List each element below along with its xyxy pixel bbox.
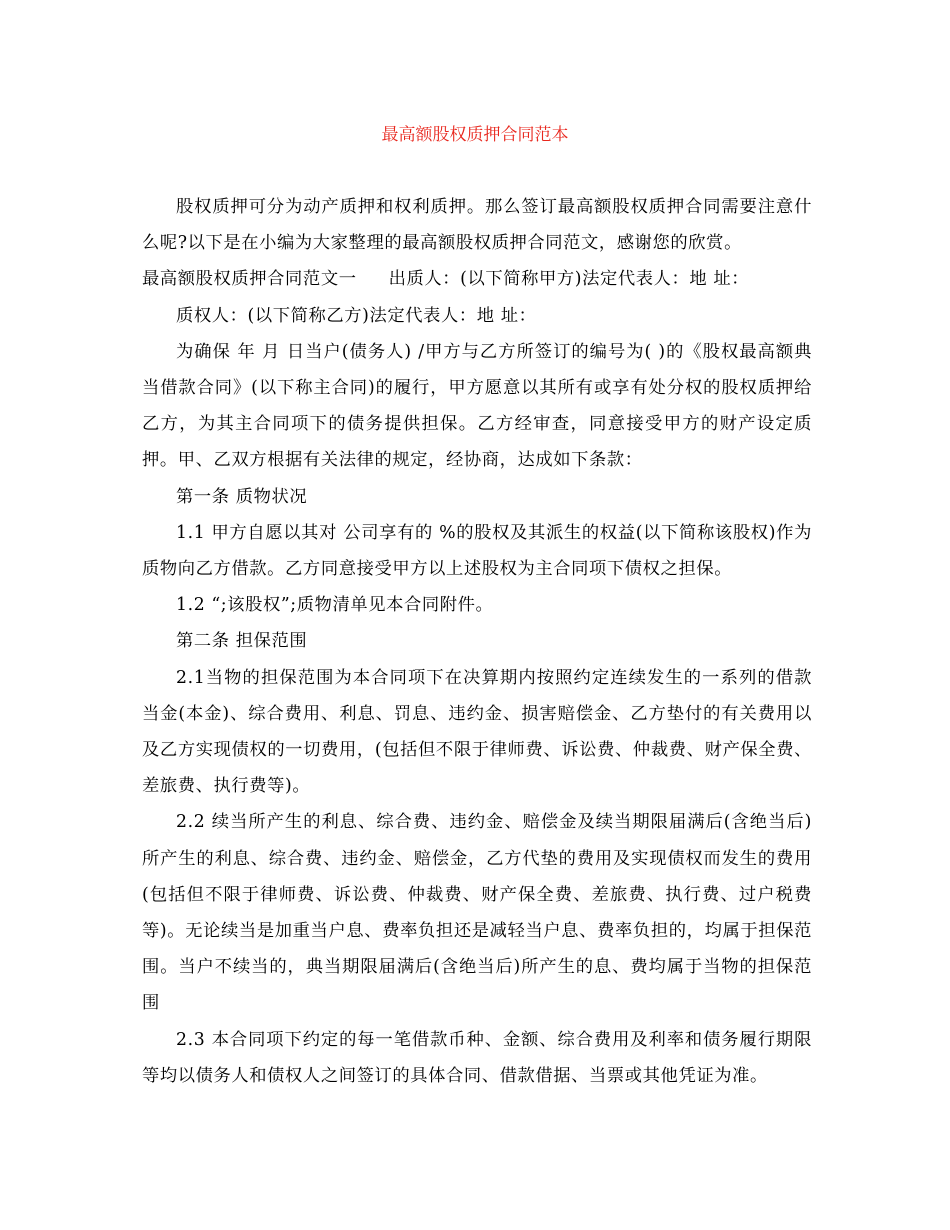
- intro-paragraph: 股权质押可分为动产质押和权利质押。那么签订最高额股权质押合同需要注意什么呢?以下是在小编为大家整理的最高额股权质押合同范文，感谢您的欣赏。: [142, 197, 812, 254]
- clause-2-2: 2.2 续当所产生的利息、综合费、违约金、赔偿金及续当期限届满后(含绝当后)所产生的利息、综合费、违约金、赔偿金，乙方代垫的费用及实现债权而发生的费用(包括但不限于律师费、诉讼费、仲裁费、财产保全费、差旅费、执行费、过户税费等)。无论续当是加重当户息、费率负担还是减轻当户息、费率负担的，均属于担保范围。当户不续当的，典当期限届满后(含绝当后)所产生的息、费均属于当物的担保范围: [142, 812, 812, 1014]
- clause-1-1: 1.1 甲方自愿以其对 公司享有的 %的股权及其派生的权益(以下简称该股权)作为质物向乙方借款。乙方同意接受甲方以上述股权为主合同项下债权之担保。: [142, 522, 812, 580]
- article-1-heading: 第一条 质物状况: [176, 486, 308, 507]
- document-body: [142, 189, 812, 1094]
- clause-2-1: 2.1当物的担保范围为本合同项下在决算期内按照约定连续发生的一系列的借款当金(本金)、综合费用、利息、罚息、违约金、损害赔偿金、乙方垫付的有关费用以及乙方实现债权的一切费用，(包括但不限于律师费、诉讼费、仲裁费、财产保全费、差旅费、执行费等)。: [142, 667, 812, 797]
- preamble-paragraph: 为确保 年 月 日当户(债务人) /甲方与乙方所签订的编号为( )的《股权最高额典当借款合同》(以下称主合同)的履行，甲方愿意以其所有或享有处分权的股权质押给乙方，为其主合同项下的债务提供担保。乙方经审查，同意接受甲方的财产设定质押。甲、乙双方根据有关法律的规定，经协商，达成如下条款：: [142, 341, 812, 471]
- clause-1-2: 1.2 “;该股权”;质物清单见本合同附件。: [176, 595, 494, 616]
- pledgee-info: 质权人：(以下简称乙方)法定代表人：地 址：: [176, 305, 537, 326]
- document-title: 最高额股权质押合同范本: [381, 125, 569, 145]
- clause-2-3: 2.3 本合同项下约定的每一笔借款币种、金额、综合费用及利率和债务履行期限等均以债务人和债权人之间签订的具体合同、借款借据、当票或其他凭证为准。: [142, 1029, 812, 1086]
- sample-heading-line: [142, 261, 812, 297]
- pledgor-info: 出质人：(以下简称甲方)法定代表人：地 址：: [388, 269, 750, 290]
- sample-heading: 最高额股权质押合同范文一: [142, 269, 357, 290]
- article-2-heading: 第二条 担保范围: [176, 631, 308, 652]
